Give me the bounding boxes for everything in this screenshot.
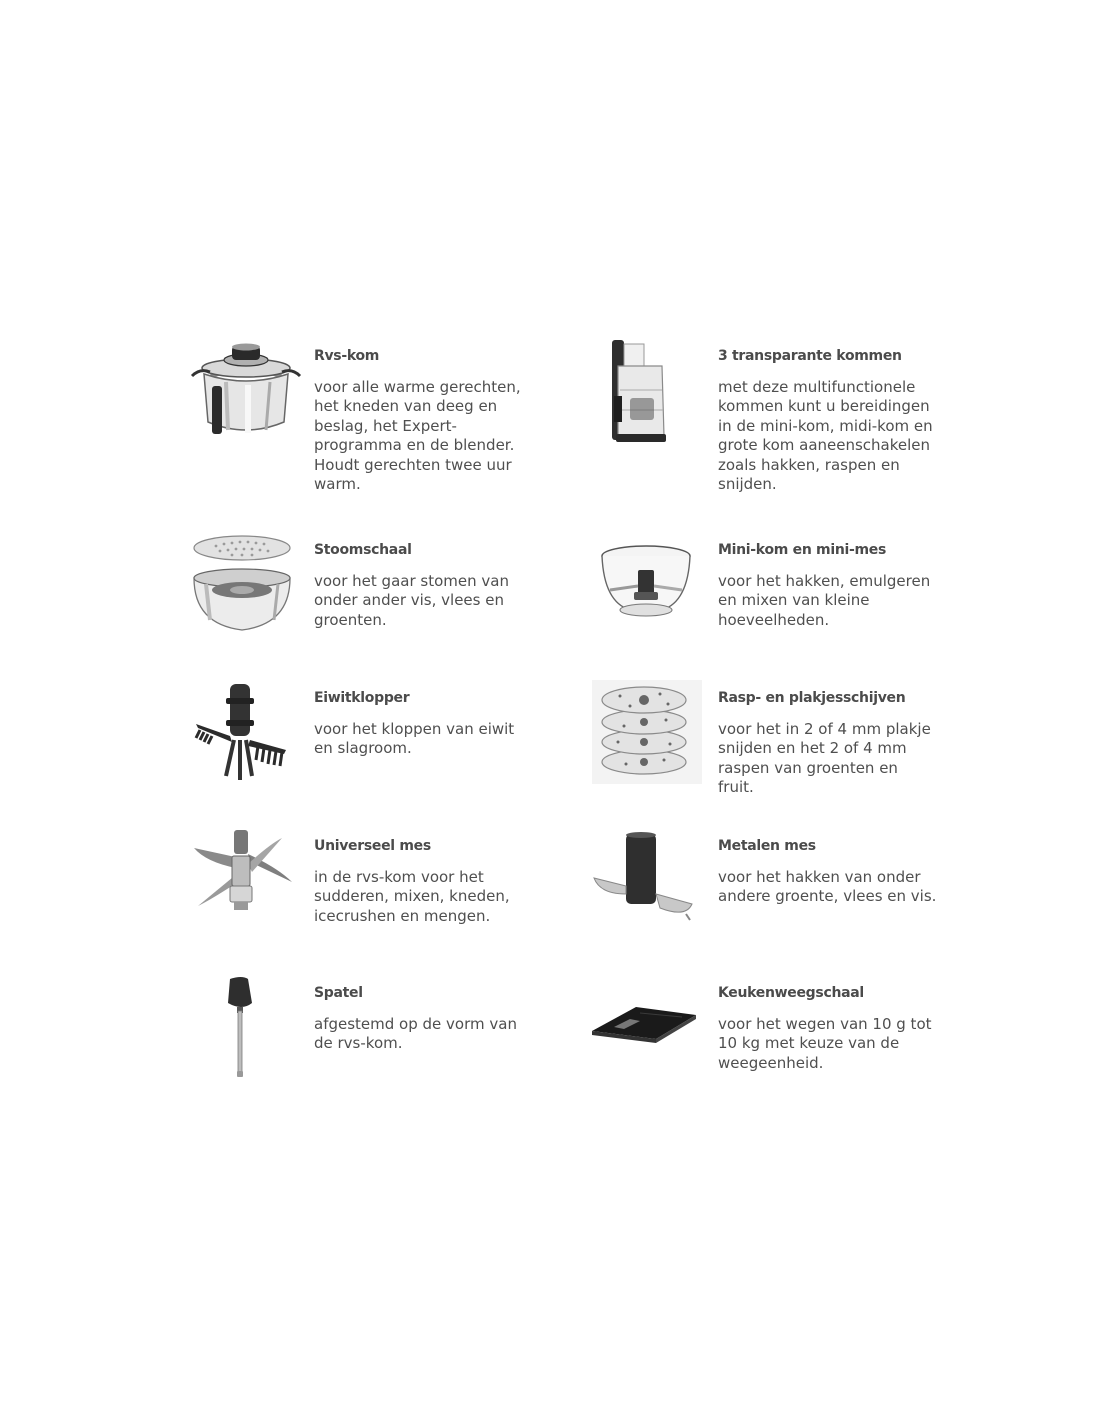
- accessory-item: [186, 680, 606, 840]
- accessory-description: voor het hakken van onder andere groente, vlees en vis.: [718, 868, 937, 906]
- accessory-title: Stoomschaal: [314, 542, 412, 558]
- accessory-item: [590, 680, 1010, 840]
- transparent-bowls-icon: [590, 338, 710, 448]
- steamer-basket-icon: [186, 532, 306, 642]
- accessory-title: Rvs-kom: [314, 348, 380, 364]
- accessory-title: Keukenweegschaal: [718, 985, 864, 1001]
- accessory-item: [186, 828, 606, 988]
- kitchen-scale-icon: [590, 975, 710, 1085]
- accessory-description: met deze multifunctionele kommen kunt u bereidingen in de mini-kom, midi-kom en grote kom aaneenschakelen zoals hakken, raspen en snijden.: [718, 378, 933, 494]
- accessory-description: voor het wegen van 10 g tot 10 kg met keuze van de weegeenheid.: [718, 1015, 932, 1072]
- accessory-title: Universeel mes: [314, 838, 431, 854]
- accessory-title: Eiwitklopper: [314, 690, 410, 706]
- accessory-description: voor het gaar stomen van onder ander vis, vlees en groenten.: [314, 572, 509, 629]
- spatula-icon: [186, 975, 306, 1085]
- slicing-discs-icon: [590, 680, 710, 790]
- whisk-icon: [186, 680, 306, 790]
- accessory-title: Mini-kom en mini-mes: [718, 542, 887, 558]
- accessory-item: [590, 532, 1010, 692]
- steel-bowl-icon: [186, 338, 306, 448]
- accessory-title: 3 transparante kommen: [718, 348, 902, 364]
- accessory-item: [186, 532, 606, 692]
- accessory-title: Spatel: [314, 985, 363, 1001]
- mini-bowl-icon: [590, 532, 710, 642]
- accessory-item: [590, 975, 1010, 1135]
- accessory-description: voor het hakken, emulgeren en mixen van kleine hoeveelheden.: [718, 572, 931, 629]
- accessory-description: voor het in 2 of 4 mm plakje snijden en het 2 of 4 mm raspen van groenten en fruit.: [718, 720, 931, 797]
- accessory-item: [186, 975, 606, 1135]
- universal-blade-icon: [186, 828, 306, 938]
- accessory-description: afgestemd op de vorm van de rvs-kom.: [314, 1015, 517, 1053]
- accessory-item: [186, 338, 606, 498]
- accessory-description: voor het kloppen van eiwit en slagroom.: [314, 720, 515, 758]
- accessory-item: [590, 828, 1010, 988]
- accessory-description: in de rvs-kom voor het sudderen, mixen, kneden, icecrushen en mengen.: [314, 868, 510, 925]
- accessory-description: voor alle warme gerechten, het kneden van deeg en beslag, het Expert-programma en de blender. Houdt gerechten twee uur warm.: [314, 378, 521, 494]
- metal-blade-icon: [590, 828, 710, 938]
- accessory-title: Rasp- en plakjesschijven: [718, 690, 906, 706]
- accessory-item: [590, 338, 1010, 498]
- accessory-title: Metalen mes: [718, 838, 816, 854]
